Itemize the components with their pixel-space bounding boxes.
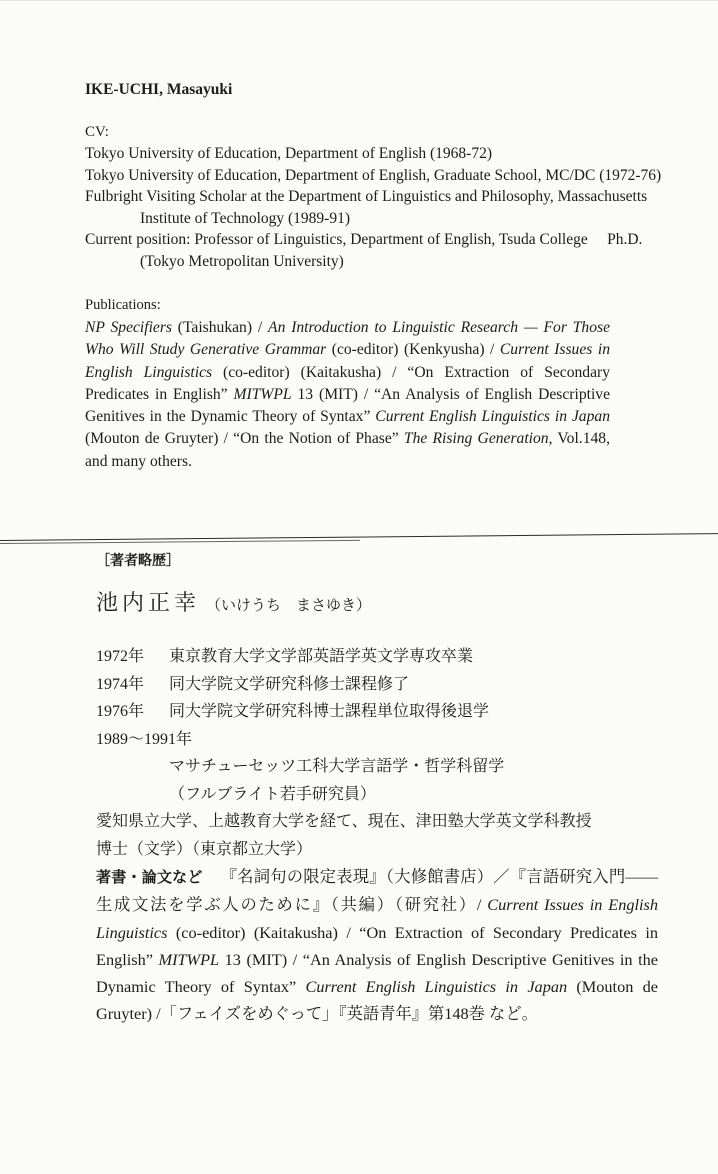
text-run: (Mouton de Gruyter) / “On the Notion of Phase” [85,430,404,448]
career-timeline [96,643,666,1028]
timeline-row [96,643,666,671]
timeline-text: 同大学院文学研究科博士課程単位取得後退学 [169,703,490,720]
text-run: 『名詞句の限定表現』（大修館書店）／『言語研究入門――生成文法を学ぶ人のために』（共編）（研究社）/ [96,867,658,915]
timeline-year: 1976年 [96,703,145,720]
page-top-edge [0,0,718,11]
cv-label: CV: [85,124,109,140]
italic-title: Current English Linguistics in Japan [305,977,568,997]
timeline-period-year: 1989～1991年 [96,730,193,748]
cv-list [85,143,685,272]
japanese-profile [96,550,666,1028]
text-run: (co-editor) (Kenkyusha) / [326,341,500,359]
italic-title: The Rising Generation [403,430,549,448]
text-run: 13 (MIT) / “An Analysis of English Descriptive Genitives in the Dynamic Theory of Syntax” [96,949,658,997]
italic-title: An Introduction to Linguistic Research — For Those Who Will Study Generative Grammar [85,319,610,359]
cv-item: Tokyo University of Education, Department of English, Graduate School, MC/DC (1972-76) [85,166,662,184]
author-name-japanese: 池内正幸 [96,590,201,615]
works-body [96,867,658,1023]
italic-title: Current Issues in English Linguistics [96,895,658,942]
degree: 博士（文学）（東京都立大学） [96,840,313,858]
text-run: , Vol.148, and many others. [85,430,610,470]
career-summary: 愛知県立大学、上越教育大学を経て、現在、津田塾大学英文学科教授 [96,813,592,830]
japanese-heading: ［著者略歴］ [96,553,180,569]
italic-title: Current English Linguistics in Japan [375,408,610,426]
author-name-kana: （いけうち まさゆき） [206,598,372,614]
text-run: (Mouton de Gruyter) /「フェイズをめぐって」『英語青年』第148巻 など。 [96,977,658,1024]
timeline-period-line: マサチューセッツ工科大学言語学・哲学科留学 [169,758,505,775]
italic-title: NP Specifiers [85,319,172,336]
cv-item: Fulbright Visiting Scholar at the Department of Linguistics and Philosophy, Massachusetts Institute of Technology (1989-91) [85,188,648,227]
publications-text [85,317,610,473]
italic-title: MITWPL [233,385,292,403]
timeline-year: 1972年 [96,648,145,665]
works-text [96,863,658,1028]
italic-title: MITWPL [158,949,220,969]
timeline-row [96,698,666,726]
author-name-english: IKE-UCHI, Masayuki [85,81,233,98]
publications-label: Publications: [85,297,161,313]
timeline-text: 同大学院文学研究科修士課程修了 [169,675,410,693]
author-name-japanese-row [96,588,666,621]
timeline-row [96,671,666,699]
text-run: (co-editor) (Kaitakusha) / “On Extraction of Secondary Predicates in English” [96,922,658,969]
timeline-year: 1974年 [96,675,145,693]
italic-title: Current Issues in English Linguistics [85,341,610,381]
text-run: (co-editor) (Kaitakusha) / “On Extraction of Secondary Predicates in English” [85,363,611,403]
text-run: 13 (MIT) / “An Analysis of English Descriptive Genitives in the Dynamic Theory of Syntax” [85,385,610,426]
cv-item: Current position: Professor of Linguistics, Department of English, Tsuda College Ph.D. (Tokyo Metropolitan University) [85,231,643,270]
works-label: 著書・論文など [96,868,203,886]
text-run: (Taishukan) / [171,319,269,336]
english-profile [85,80,685,473]
cv-item: Tokyo University of Education, Department of English (1968-72) [85,145,492,162]
timeline-period-line: （フルブライト若手研究員） [169,785,376,803]
timeline-text: 東京教育大学文学部英語学英文学専攻卒業 [169,648,474,665]
